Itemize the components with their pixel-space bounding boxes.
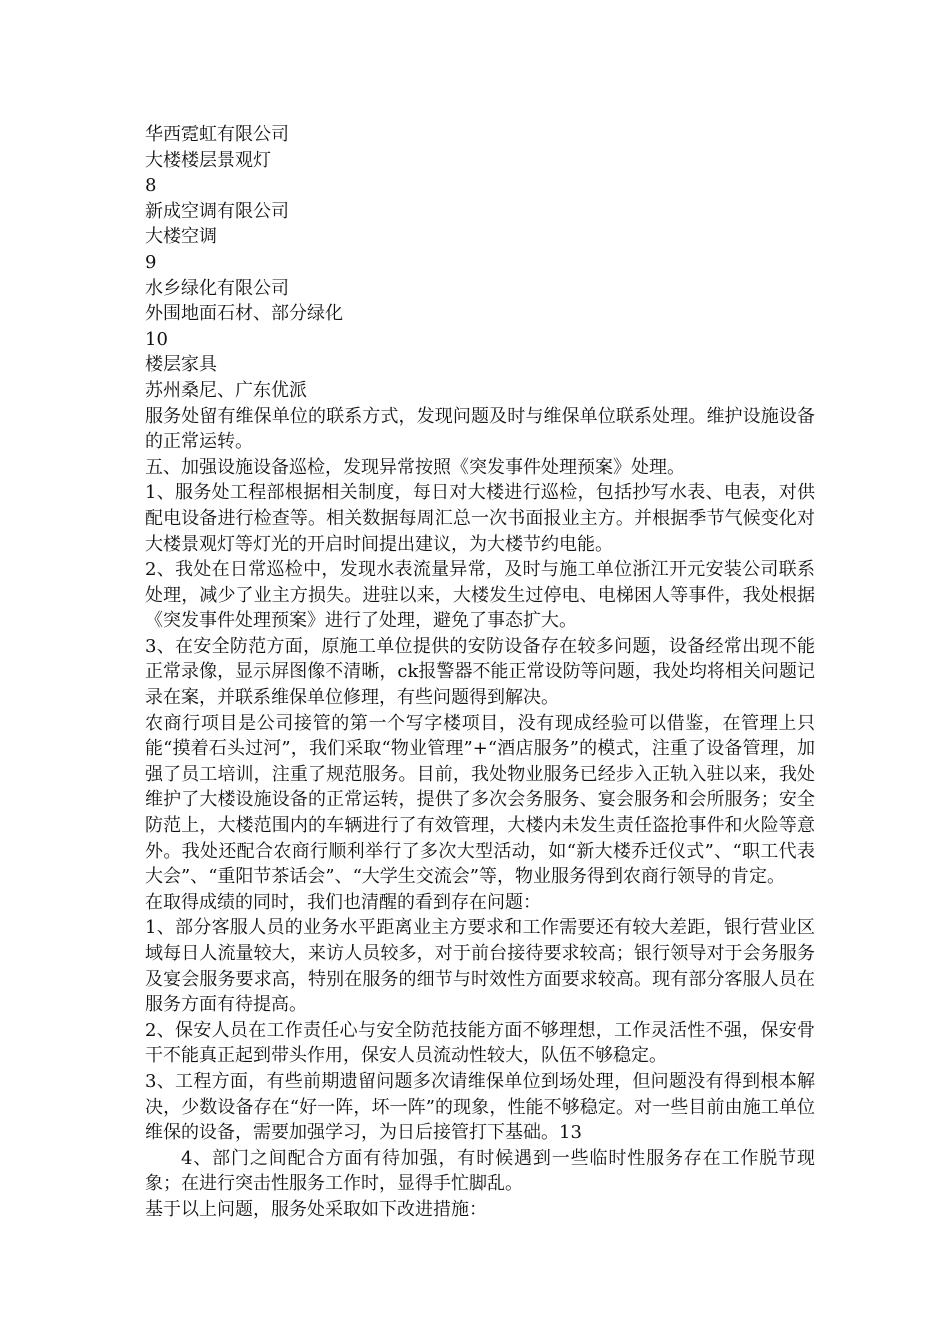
service-item: 外围地面石材、部分绿化	[145, 303, 343, 325]
company-name: 水乡绿化有限公司	[145, 277, 289, 299]
body-paragraph: 在取得成绩的同时，我们也清醒的看到存在问题：	[145, 891, 541, 913]
section-heading: 五、加强设施设备巡检，发现异常按照《突发事件处理预案》处理。	[145, 456, 685, 478]
row-number: 8	[145, 175, 157, 197]
service-item: 大楼楼层景观灯	[145, 149, 271, 171]
body-paragraph: 1、服务处工程部根据相关制度，每日对大楼进行巡检，包括抄写水表、电表，对供配电设备进行检查等。相关数据每周汇总一次书面报业主方。并根据季节气候变化对大楼景观灯等灯光的开启时间提出建议，为大楼节约电能。	[145, 482, 815, 555]
body-paragraph: 服务处留有维保单位的联系方式，发现问题及时与维保单位联系处理。维护设施设备的正常运转。	[145, 405, 815, 453]
body-paragraph: 农商行项目是公司接管的第一个写字楼项目，没有现成经验可以借鉴，在管理上只能“摸着石头过河”，我们采取“物业管理”+“酒店服务”的模式，注重了设备管理，加强了员工培训，注重了规范服务。目前，我处物业服务已经步入正轨入驻以来，我处维护了大楼设施设备的正常运转，提供了多次会务服务、宴会服务和会所服务；安全防范上，大楼范围内的车辆进行了有效管理，大楼内未发生责任盗抢事件和火险等意外。我处还配合农商行顺利举行了多次大型活动，如“新大楼乔迁仪式”、“职工代表大会”、“重阳节茶话会”、“大学生交流会”等，物业服务得到农商行领导的肯定。	[145, 712, 815, 888]
company-name: 新成空调有限公司	[145, 200, 289, 222]
row-number: 10	[145, 328, 168, 350]
row-number: 9	[145, 251, 157, 273]
body-paragraph: 3、工程方面，有些前期遗留问题多次请维保单位到场处理，但问题没有得到根本解决，少数设备存在“好一阵，坏一阵”的现象，性能不够稳定。对一些目前由施工单位维保的设备，需要加强学习，为日后接管打下基础。13	[145, 1070, 815, 1144]
service-item: 楼层家具	[145, 354, 217, 376]
body-paragraph: 3、在安全防范方面，原施工单位提供的安防设备存在较多问题，设备经常出现不能正常录像，显示屏图像不清晰，ck报警器不能正常设防等问题，我处均将相关问题记录在案，并联系维保单位修理，有些问题得到解决。	[145, 635, 815, 709]
service-item: 大楼空调	[145, 226, 217, 248]
document-page	[145, 122, 815, 1223]
body-paragraph: 2、我处在日常巡检中，发现水表流量异常，及时与施工单位浙江开元安装公司联系处理，减少了业主方损失。进驻以来，大楼发生过停电、电梯困人等事件，我处根据《突发事件处理预案》进行了处理，避免了事态扩大。	[145, 559, 815, 632]
body-paragraph: 2、保安人员在工作责任心与安全防范技能方面不够理想，工作灵活性不强，保安骨干不能真正起到带头作用，保安人员流动性较大，队伍不够稳定。	[145, 1019, 815, 1067]
company-name: 苏州桑尼、广东优派	[145, 379, 307, 401]
body-paragraph: 1、部分客服人员的业务水平距离业主方要求和工作需要还有较大差距，银行营业区域每日人流量较大，来访人员较多，对于前台接待要求较高；银行领导对于会务服务及宴会服务要求高，特别在服务的细节与时效性方面要求较高。现有部分客服人员在服务方面有待提高。	[145, 917, 815, 1016]
company-name: 华西霓虹有限公司	[145, 124, 289, 145]
body-paragraph: 基于以上问题，服务处采取如下改进措施：	[145, 1198, 487, 1220]
body-paragraph: 4、部门之间配合方面有待加强，有时候遇到一些临时性服务存在工作脱节现象；在进行突击性服务工作时，显得手忙脚乱。	[145, 1147, 815, 1195]
